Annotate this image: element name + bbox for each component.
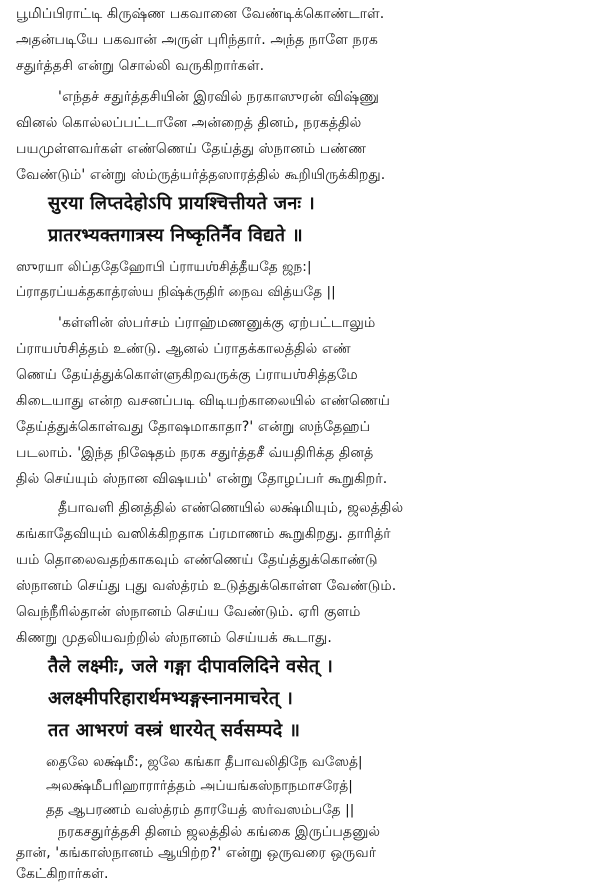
text-line: கங்காதேவியும் வஸிக்கிறதாக ப்ரமாணம் கூறுகிறது. தாரித்ர் — [16, 526, 391, 542]
text-line: கிணறு முதலியவற்றில் ஸ்நானம் செய்யக் கூடாது. — [16, 630, 332, 646]
text-line: கிடையாது என்ற வசனப்படி விடியற்காலையில் எண்ணெய் — [16, 393, 390, 409]
text-line: 'கள்ளின் ஸ்பர்சம் ப்ராஹ்மணனுக்கு ஏற்பட்டாலும் — [58, 315, 376, 331]
text-line: வெந்நீரில்தான் ஸ்நானம் செய்ய வேண்டும். ஏரி குளம் — [16, 604, 361, 620]
sanskrit-verse-line: सुरया लिप्तदेहोऽपि प्रायश्चित्तीयते जनः । — [48, 193, 316, 214]
text-line: வேண்டும்' என்று ஸ்ம்ருத்யர்த்தஸாரத்தில் கூறியிருக்கிறது. — [16, 167, 386, 183]
sanskrit-verse-line: प्रातरभ्यक्तगात्रस्य निष्कृतिर्नैव विद्यते ॥ — [48, 225, 303, 246]
text-line: அதன்படியே பகவான் அருள் புரிந்தார். அந்த நாளே நரக — [16, 32, 378, 48]
text-line: கேட்கிறார்கள். — [16, 866, 109, 882]
transliteration-line: ப்ராதரப்யக்தகாத்ரஸ்ய நிஷ்க்ருதிர் நைவ வித்யதே || — [16, 284, 336, 300]
text-line: வினல் கொல்லப்பட்டானே அன்றைத் தினம், நரகத்தில் — [16, 115, 362, 131]
text-line: சதுர்த்தசி என்று சொல்லி வருகிறார்கள். — [16, 58, 265, 74]
sanskrit-verse-line: तैले लक्ष्मीः, जले गङ्गा दीपावलिदिने वसेत् । — [48, 656, 334, 677]
sanskrit-verse-line: अलक्ष्मीपरिहारार्थमभ्यङ्गस्नानमाचरेत् । — [48, 688, 294, 709]
text-line: ணெய் தேய்த்துக்கொள்ளுகிறவருக்கு ப்ராயஶ்சித்தமே — [16, 367, 358, 383]
text-line: தேய்த்துக்கொள்வது தோஷமாகாதா?' என்று ஸந்தேஹப் — [16, 419, 371, 435]
text-line: பூமிப்பிராட்டி கிருஷ்ண பகவானை வேண்டிக்கொண்டாள். — [16, 6, 385, 22]
text-line: யம் தொலைவதற்காகவும் எண்ணெய் தேய்த்துக்கொண்டு — [16, 552, 378, 568]
sanskrit-verse-line: तत आभरणं वस्त्रं धारयेत् सर्वसम्पदे ॥ — [48, 720, 301, 741]
transliteration-line: அலக்ஷ்மீபரிஹாரார்த்தம் அப்யங்கஸ்நாநமாசரேத்| — [46, 778, 353, 794]
text-line: தில் செய்யும் ஸ்நான விஷயம்' என்று தோழப்பர் கூறுகிறர். — [16, 471, 388, 487]
transliteration-line: தத ஆபரணம் வஸ்த்ரம் தாரயேத் ஸர்வஸம்பதே || — [46, 802, 355, 818]
text-line: ப்ராயஶ்சித்தம் உண்டு. ஆனல் ப்ராதக்காலத்தில் எண் — [16, 341, 351, 357]
transliteration-line: ஸுரயா லிப்ததேஹோபி ப்ராயஶ்சித்தீயதே ஜந:| — [16, 259, 312, 275]
text-line: 'எந்தச் சதுர்த்தசியின் இரவில் நரகாஸுரன் விஷ்ணு — [58, 89, 380, 105]
text-line: நரகசதுர்த்தசி தினம் ஜலத்தில் கங்கை இருப்பதனுல் — [58, 824, 381, 840]
text-line: படலாம். 'இந்த நிஷேதம் நரக சதுர்த்தசீ வ்யதிரிக்த தினத் — [16, 445, 374, 461]
text-line: பயமுள்ளவர்கள் எண்ணெய் தேய்த்து ஸ்நானம் பண்ண — [16, 141, 367, 157]
text-line: தீபாவளி தினத்தில் எண்ணெயில் லக்ஷ்மியும், ஜலத்தில் — [58, 500, 404, 516]
transliteration-line: தைலே லக்ஷ்மீ:, ஜலே கங்கா தீபாவலிதிநே வஸேத்| — [46, 754, 363, 770]
text-line: ஸ்நானம் செய்து புது வஸ்த்ரம் உடுத்துக்கொள்ள வேண்டும். — [16, 578, 397, 594]
text-line: தான், 'கங்காஸ்நானம் ஆயிற்ற?' என்று ஒருவரை ஒருவர் — [16, 845, 377, 861]
